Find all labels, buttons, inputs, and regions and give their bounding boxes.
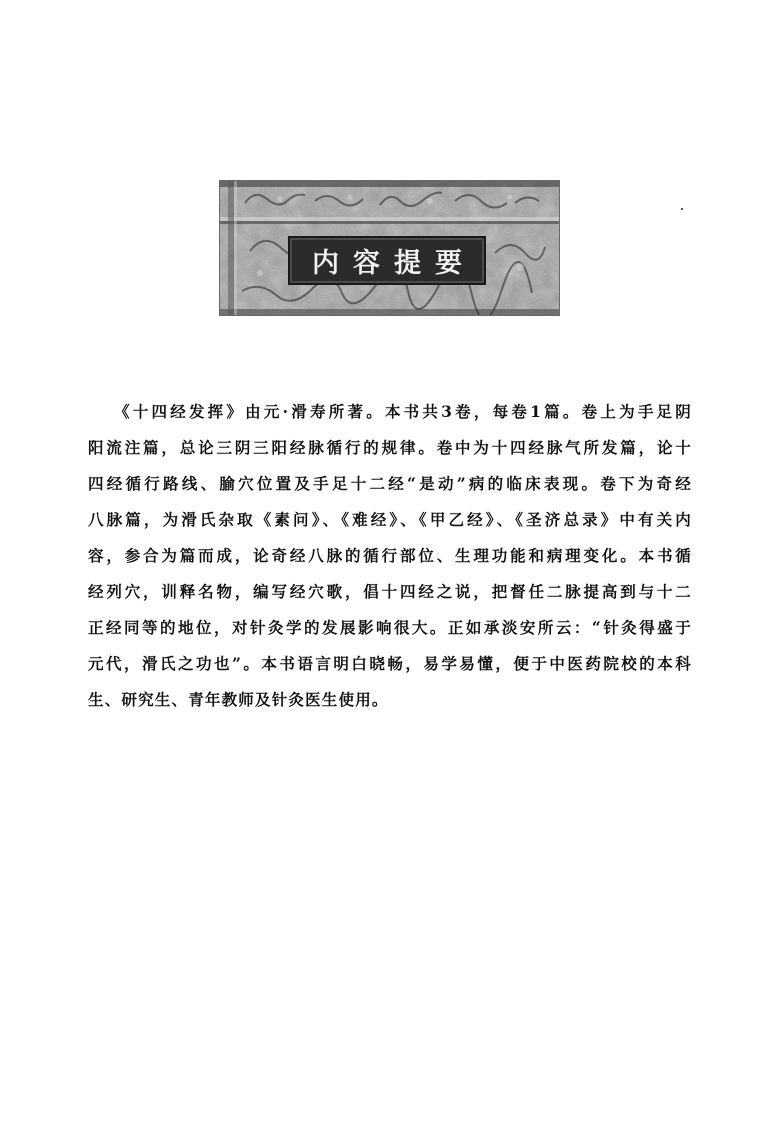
header-banner-image <box>219 180 560 316</box>
summary-line: 《十四经发挥》由元·滑寿所著。本书共3卷，每卷1篇。卷上为手足阴 <box>114 402 692 421</box>
summary-line: 四经循行路线、腧穴位置及手足十二经“是动”病的临床表现。卷下为奇经 <box>88 474 692 493</box>
summary-line: 容，参合为篇而成，论奇经八脉的循行部位、生理功能和病理变化。本书循 <box>88 546 692 565</box>
title-plaque <box>288 236 486 285</box>
summary-line: 八脉篇，为滑氏杂取《素问》、《难经》、《甲乙经》、《圣济总录》中有关内 <box>88 510 692 529</box>
page-title: 内容提要 <box>312 248 476 279</box>
summary-line: 阳流注篇，总论三阴三阳经脉循行的规律。卷中为十四经脉气所发篇，论十 <box>88 438 692 457</box>
summary-paragraph <box>88 396 692 720</box>
summary-line: 生、研究生、青年教师及针灸医生使用。 <box>88 690 389 709</box>
summary-line: 元代，滑氏之功也”。本书语言明白晓畅，易学易懂，便于中医药院校的本科 <box>88 654 692 673</box>
summary-line: 经列穴，训释名物，编写经穴歌，倡十四经之说，把督任二脉提高到与十二 <box>88 582 692 601</box>
summary-line: 正经同等的地位，对针灸学的发展影响很大。正如承淡安所云：“针灸得盛于 <box>88 618 692 637</box>
scan-speck <box>681 208 683 210</box>
